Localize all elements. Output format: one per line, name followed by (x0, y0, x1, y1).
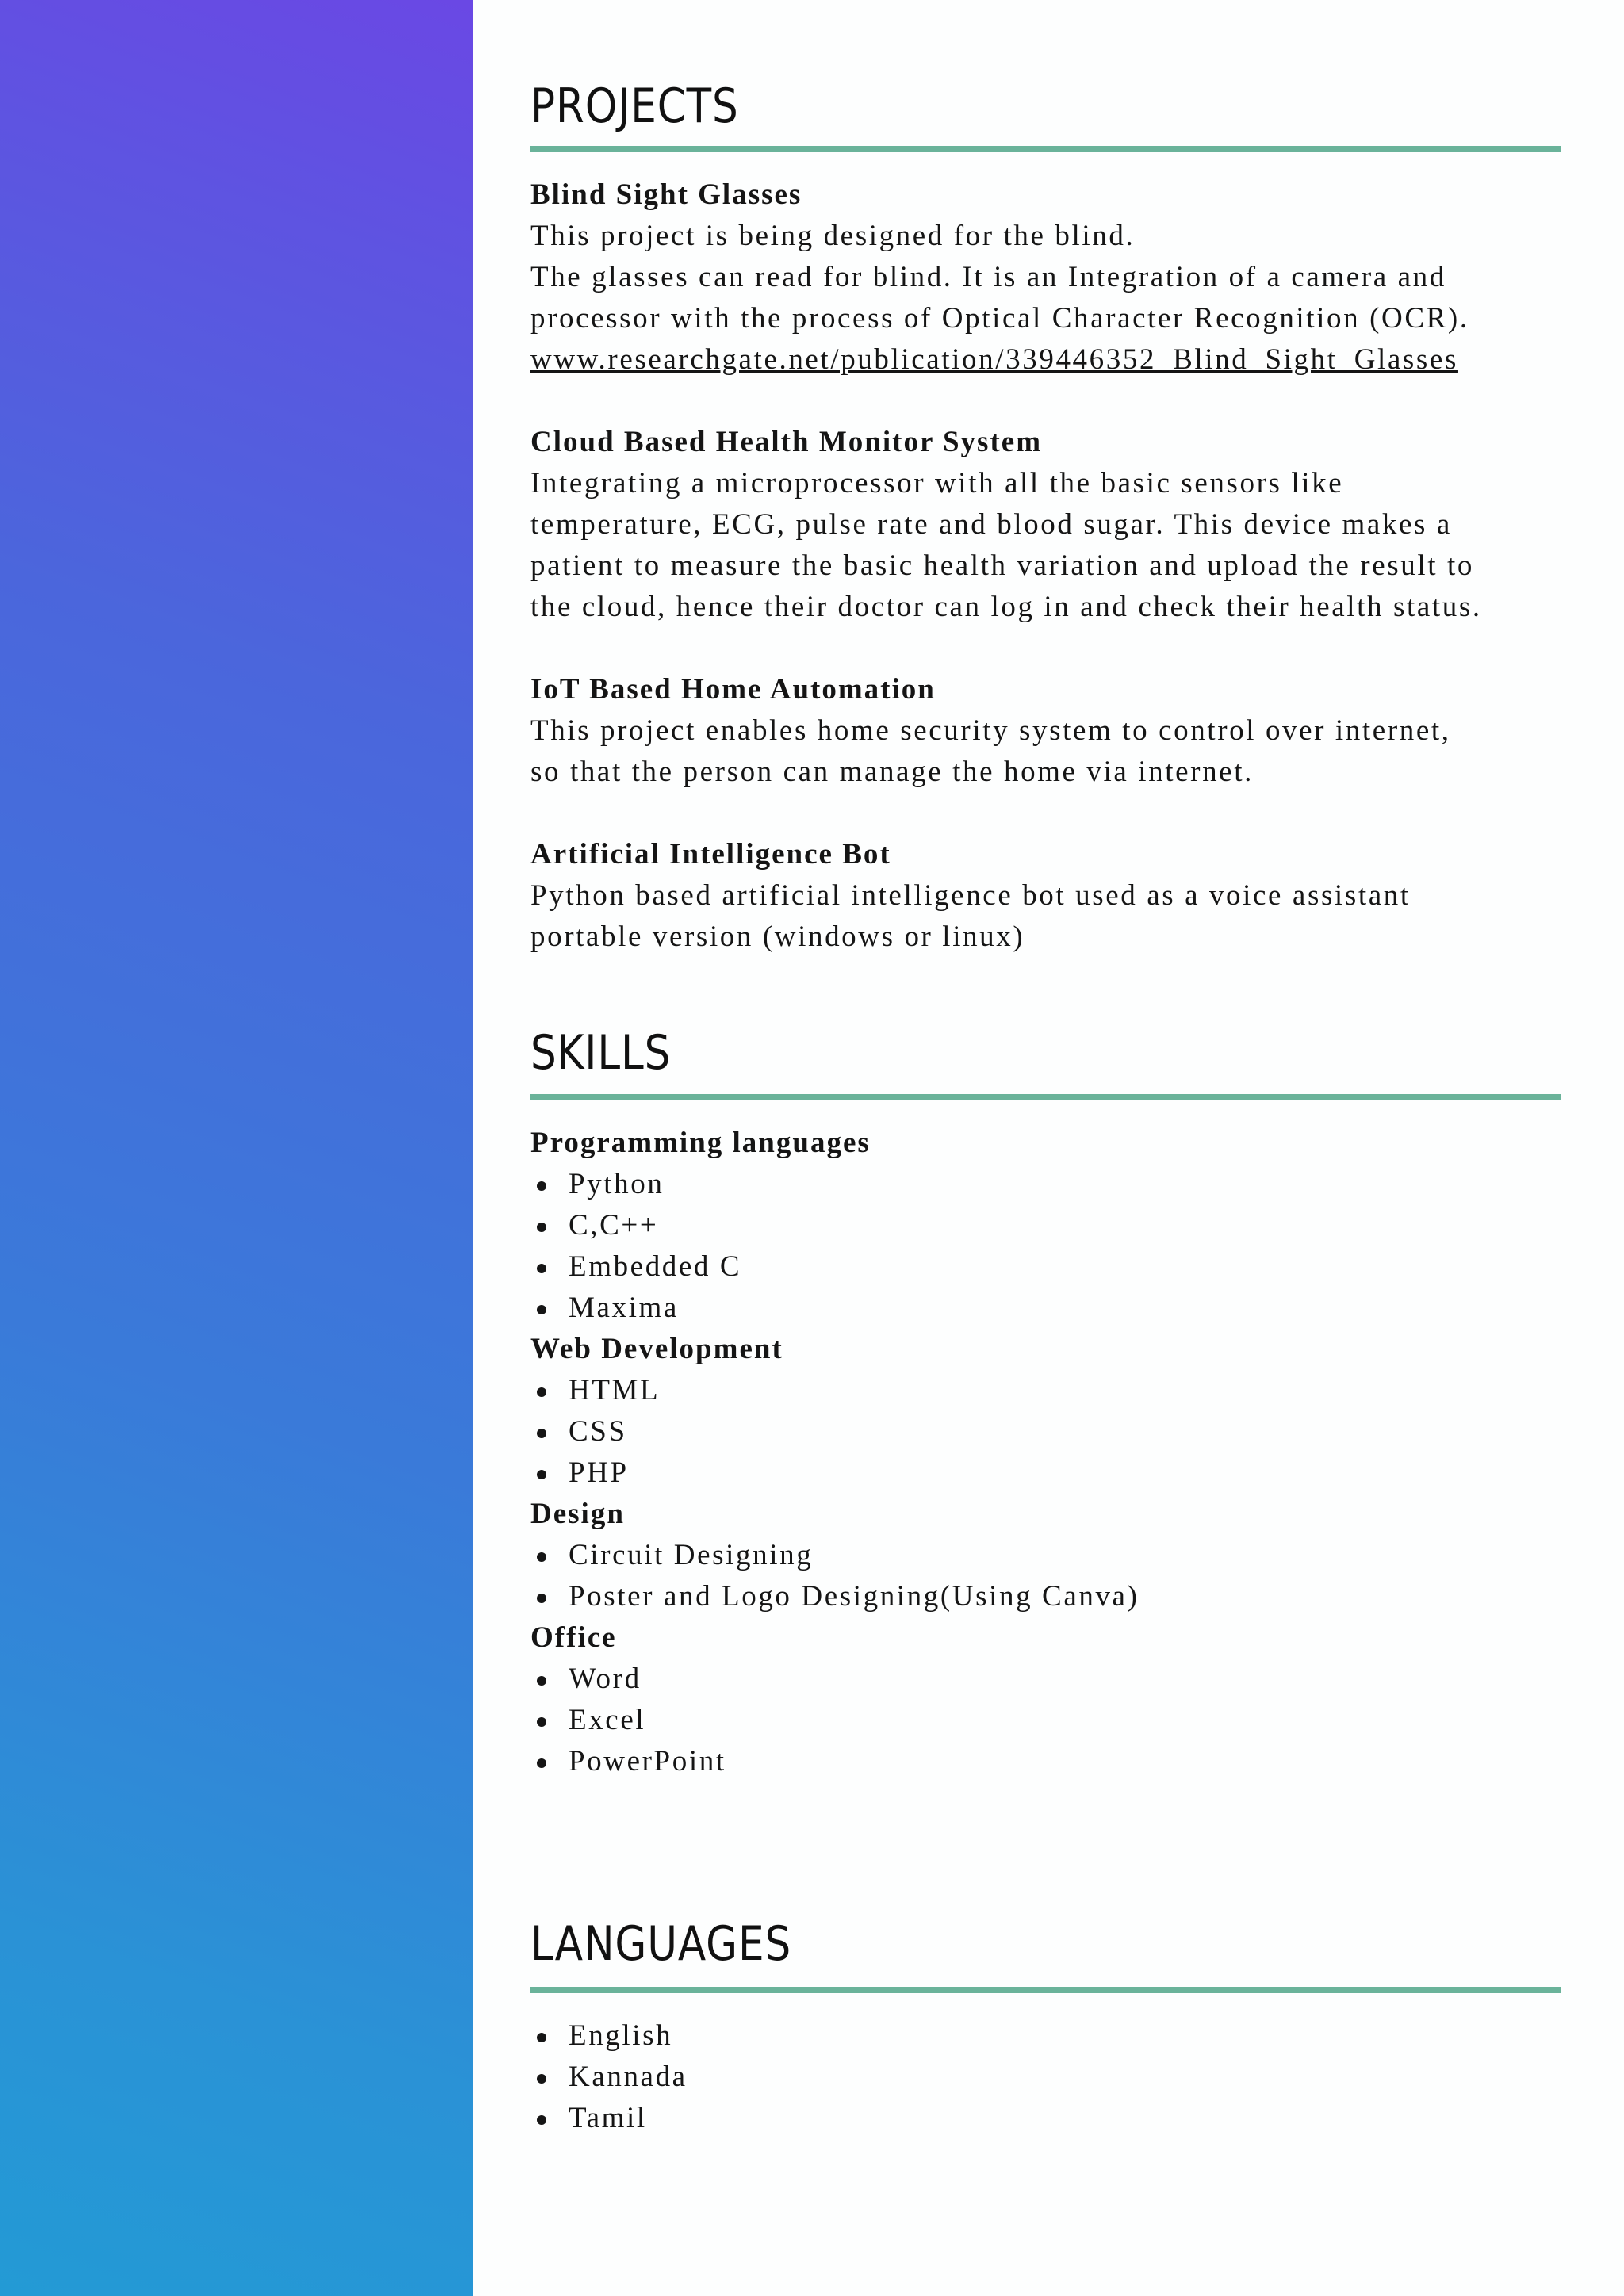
project-link[interactable]: www.researchgate.net/publication/339446352_Blind_Sight_Glasses (530, 343, 1458, 376)
skills-divider (530, 1094, 1561, 1100)
project-item (530, 174, 1482, 381)
list-item: CSS (530, 1411, 1139, 1452)
bullet-icon (537, 1676, 546, 1686)
project-line: Python based artificial intelligence bot used as a voice assistant (530, 879, 1411, 912)
project-name: Artificial Intelligence Bot (530, 838, 891, 871)
list-item: English (530, 2015, 688, 2057)
projects-list (530, 174, 1482, 958)
skill-group-items (530, 1370, 1139, 1494)
languages-heading-wrap (530, 1916, 834, 1972)
skill-group-name: Web Development (530, 1333, 783, 1365)
bullet-icon (537, 1594, 546, 1603)
project-line: This project enables home security system to control over internet, (530, 714, 1451, 747)
projects-title: PROJECTS (530, 78, 739, 134)
languages-title: LANGUAGES (530, 1916, 792, 1972)
list-item: Word (530, 1659, 1139, 1700)
list-item: Python (530, 1164, 1139, 1205)
list-item: Tamil (530, 2098, 688, 2139)
list-item: Maxima (530, 1288, 1139, 1329)
skill-group-name: Programming languages (530, 1127, 871, 1159)
project-line: processor with the process of Optical Character Recognition (OCR). (530, 302, 1469, 335)
bullet-icon (537, 1470, 546, 1479)
bullet-icon (537, 2074, 546, 2084)
skill-group-items (530, 1535, 1139, 1617)
list-item: PowerPoint (530, 1741, 1139, 1782)
list-item: HTML (530, 1370, 1139, 1411)
skill-group-items (530, 1659, 1139, 1782)
skills-title: SKILLS (530, 1025, 672, 1081)
project-item (530, 422, 1482, 628)
projects-divider (530, 146, 1561, 152)
skill-group-name: Design (530, 1498, 625, 1530)
bullet-icon (537, 1181, 546, 1191)
list-item: Poster and Logo Designing(Using Canva) (530, 1576, 1139, 1617)
project-line: the cloud, hence their doctor can log in and check their health status. (530, 591, 1482, 623)
bullet-icon (537, 1758, 546, 1768)
project-name: Cloud Based Health Monitor System (530, 426, 1043, 458)
project-line: portable version (windows or linux) (530, 920, 1025, 953)
project-line: Integrating a microprocessor with all the basic sensors like (530, 467, 1344, 499)
bullet-icon (537, 2033, 546, 2042)
project-line: This project is being designed for the blind. (530, 220, 1136, 252)
bullet-icon (537, 1223, 546, 1232)
project-line: patient to measure the basic health variation and upload the result to (530, 549, 1474, 582)
project-name: IoT Based Home Automation (530, 673, 936, 706)
language-items (530, 2015, 688, 2139)
projects-heading-wrap (530, 78, 772, 134)
skills-list (530, 1123, 1139, 1782)
project-name: Blind Sight Glasses (530, 178, 802, 211)
languages-list (530, 2015, 688, 2139)
project-line: The glasses can read for blind. It is an Integration of a camera and (530, 261, 1446, 293)
bullet-icon (537, 1387, 546, 1397)
list-item: Kannada (530, 2057, 688, 2098)
gradient-sidebar (0, 0, 473, 2296)
bullet-icon (537, 1552, 546, 1562)
list-item: Circuit Designing (530, 1535, 1139, 1576)
skill-group-name: Office (530, 1621, 617, 1654)
list-item: C,C++ (530, 1205, 1139, 1246)
skills-heading-wrap (530, 1025, 694, 1081)
list-item: PHP (530, 1452, 1139, 1494)
list-item: Excel (530, 1700, 1139, 1741)
bullet-icon (537, 2115, 546, 2125)
project-line: so that the person can manage the home via internet. (530, 756, 1254, 788)
bullet-icon (537, 1429, 546, 1438)
list-item: Embedded C (530, 1246, 1139, 1288)
project-item (530, 834, 1482, 958)
project-item (530, 669, 1482, 793)
skill-group-items (530, 1164, 1139, 1329)
bullet-icon (537, 1305, 546, 1314)
bullet-icon (537, 1717, 546, 1727)
project-line: temperature, ECG, pulse rate and blood sugar. This device makes a (530, 508, 1452, 541)
bullet-icon (537, 1264, 546, 1273)
languages-divider (530, 1987, 1561, 1993)
